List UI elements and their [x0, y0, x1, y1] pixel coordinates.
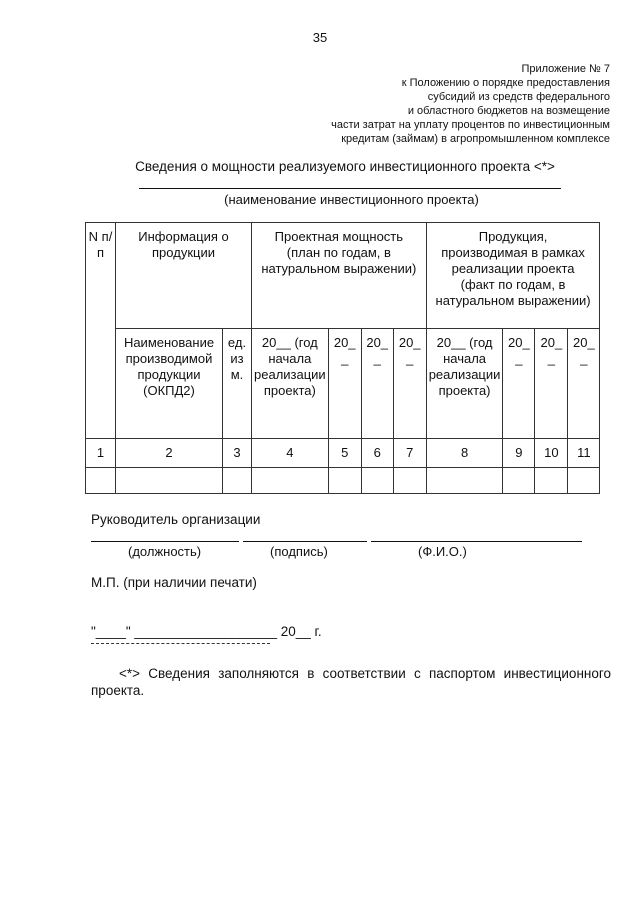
header-start-year-fact: 20__ (год начала реализации проекта)	[426, 329, 503, 439]
table-cell[interactable]	[535, 468, 568, 494]
table-cell[interactable]	[361, 468, 393, 494]
column-number: 11	[568, 439, 600, 468]
header-capacity: Проектная мощность (план по годам, в натуральном выражении)	[252, 223, 427, 329]
date-line[interactable]: "____" ___________________ 20__ г.	[91, 624, 322, 639]
header-production: Продукция, производимая в рамках реализации проекта (факт по годам, в натуральном выражении)	[426, 223, 600, 329]
appendix-header	[280, 62, 610, 146]
appendix-line: части затрат на уплату процентов по инвестиционным	[331, 119, 610, 131]
column-number: 8	[426, 439, 503, 468]
table-cell[interactable]	[393, 468, 426, 494]
position-caption: (должность)	[128, 544, 202, 559]
table-cell[interactable]	[568, 468, 600, 494]
column-number: 6	[361, 439, 393, 468]
header-year-fact: 20_ _	[503, 329, 535, 439]
head-of-organization-label: Руководитель организации	[91, 512, 261, 527]
page-number: 35	[312, 30, 328, 45]
document-title: Сведения о мощности реализуемого инвестиционного проекта <*>	[135, 159, 555, 174]
seal-label: М.П. (при наличии печати)	[91, 575, 257, 590]
column-number: 9	[503, 439, 535, 468]
column-number: 7	[393, 439, 426, 468]
project-name-line	[139, 188, 561, 189]
table-cell[interactable]	[223, 468, 252, 494]
fio-line[interactable]	[371, 541, 582, 542]
position-line[interactable]	[91, 541, 239, 542]
header-num: N п/п	[86, 223, 116, 439]
fio-caption: (Ф.И.О.)	[418, 544, 467, 559]
appendix-line: кредитам (займам) в агропромышленном комплексе	[341, 133, 610, 145]
header-unit: ед. из м.	[223, 329, 252, 439]
column-number: 1	[86, 439, 116, 468]
header-info: Информация о продукции	[116, 223, 252, 329]
appendix-line: к Положению о порядке предоставления	[401, 77, 610, 89]
header-year-fact: 20_ _	[535, 329, 568, 439]
capacity-table	[85, 222, 600, 494]
signature-caption: (подпись)	[270, 544, 328, 559]
column-number: 3	[223, 439, 252, 468]
table-cell[interactable]	[328, 468, 361, 494]
appendix-line: и областного бюджетов на возмещение	[407, 105, 610, 117]
header-start-year-plan: 20__ (год начала реализации проекта)	[252, 329, 329, 439]
header-year-plan: 20_ _	[328, 329, 361, 439]
header-year-plan: 20_ _	[361, 329, 393, 439]
header-product-name: Наименование производимой продукции (ОКПД2)	[116, 329, 223, 439]
project-name-caption: (наименование инвестиционного проекта)	[224, 192, 479, 207]
header-year-fact: 20_ _	[568, 329, 600, 439]
table-cell[interactable]	[426, 468, 503, 494]
table-cell[interactable]	[86, 468, 116, 494]
appendix-line: Приложение № 7	[521, 63, 610, 75]
table-cell[interactable]	[116, 468, 223, 494]
column-number: 5	[328, 439, 361, 468]
signature-line[interactable]	[243, 541, 367, 542]
table-cell[interactable]	[252, 468, 329, 494]
column-number: 2	[116, 439, 223, 468]
footnote-separator	[91, 643, 270, 644]
footnote: <*> Сведения заполняются в соответствии с паспортом инвестиционного проекта.	[91, 666, 611, 698]
header-year-plan: 20_ _	[393, 329, 426, 439]
table-cell[interactable]	[503, 468, 535, 494]
column-number: 4	[252, 439, 329, 468]
appendix-line: субсидий из средств федерального	[427, 91, 610, 103]
column-number: 10	[535, 439, 568, 468]
